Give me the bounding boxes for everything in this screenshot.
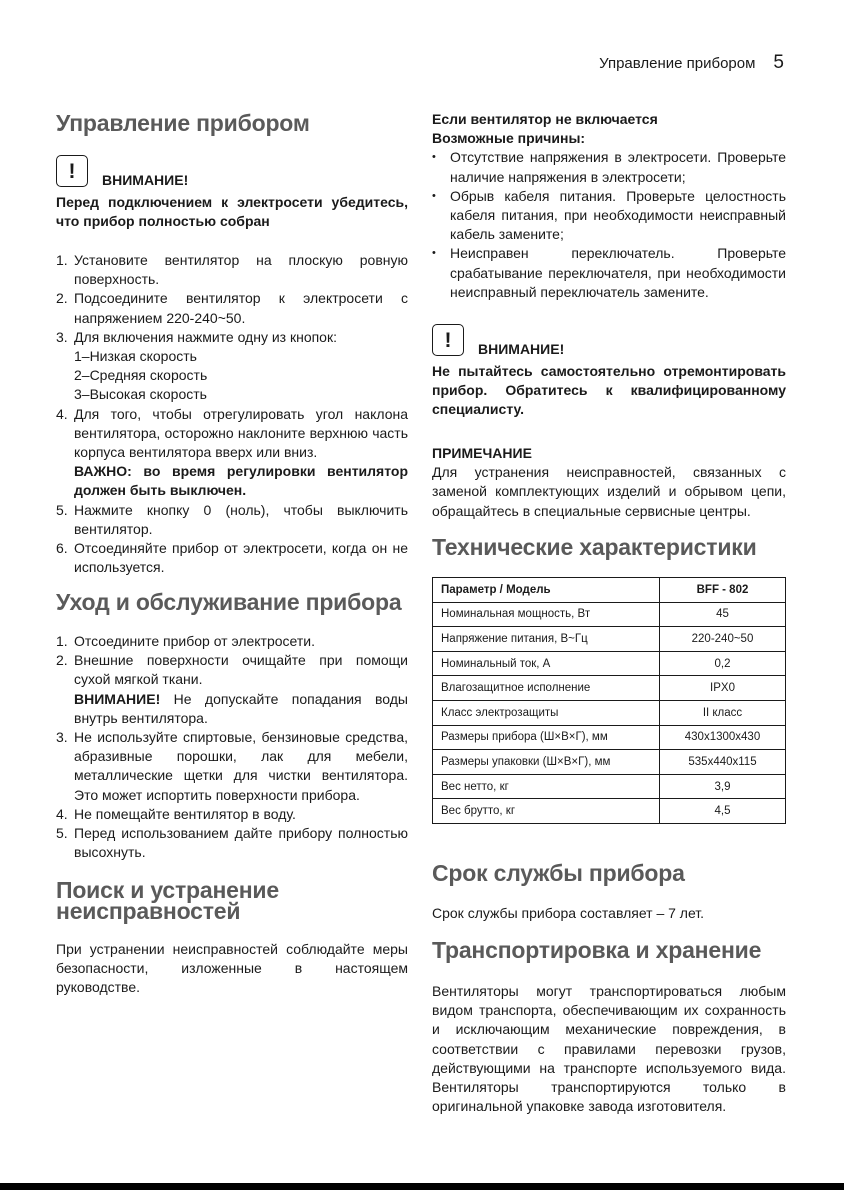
repair-warning	[432, 324, 786, 420]
note-text: Для устранения неисправностей, связанных с заменой комплектующих изделий и обрывом цепи, обращайтесь в специальные сервисные центры.	[432, 464, 786, 519]
footer-rule	[0, 1183, 844, 1190]
speed-option: 3–Высокая скорость	[74, 386, 207, 403]
list-item: 5. Перед использованием дайте прибору полностью высохнуть.	[56, 825, 408, 861]
not-working-title: Если вентилятор не включается	[432, 111, 658, 127]
care-warning-text: Не допускайте попадания воды внутрь вентилятора.	[74, 690, 408, 726]
table-row: Номинальный ток, А 0,2	[433, 651, 786, 676]
troubleshoot-text: При устранении неисправностей соблюдайте меры безопасности, изложенные в настоящем руководстве.	[56, 941, 408, 996]
control-warning	[56, 155, 408, 231]
cause-item: • Отсутствие напряжения в электросети. Проверьте наличие напряжения в электросети;	[432, 148, 786, 186]
troubleshoot-section	[56, 877, 408, 924]
list-item: 1. Отсоедините прибор от электросети.	[56, 633, 315, 649]
lifetime-text-block	[432, 904, 786, 923]
warning-text: Перед подключением к электросети убедитесь, что прибор полностью собран	[56, 194, 408, 230]
list-item: 6. Отсоединяйте прибор от электросети, когда он не используется.	[56, 540, 408, 576]
care-heading: Уход и обслуживание прибора	[56, 589, 402, 615]
table-row: Вес брутто, кг 4,5	[433, 799, 786, 824]
list-item: 2. Внешние поверхности очищайте при помощи сухой мягкой ткани. ВНИМАНИЕ! Не допускайте попадания воды внутрь вентилятора.	[56, 652, 408, 726]
list-item: 4. Для того, чтобы отрегулировать угол наклона вентилятора, осторожно наклоните верхнюю часть корпуса вентилятора вверх или вниз. ВАЖНО: во время регулировки вентилятор должен быть выключен.	[56, 405, 408, 501]
specs-table-wrap	[432, 577, 786, 824]
warning-icon: !	[56, 155, 88, 187]
transport-text: Вентиляторы могут транспортироваться любым видом транспорта, обеспечивающим их сохранность и исключающим механические повреждения, в соответствии с правилами перевозки грузов, действующими на транспорте используемого вида. Вентиляторы транспортируются только в оригинальной упаковке завода изготовителя.	[432, 983, 786, 1115]
list-item: 3. Для включения нажмите одну из кнопок: 1–Низкая скорость 2–Средняя скорость 3–Высокая скорость	[56, 328, 408, 405]
running-header	[599, 52, 784, 74]
lifetime-heading: Срок службы прибора	[432, 860, 685, 886]
warning-title: ВНИМАНИЕ!	[478, 341, 565, 357]
warning-title: ВНИМАНИЕ!	[102, 172, 189, 188]
table-row: Влагозащитное исполнение IPX0	[433, 676, 786, 701]
list-item: 2. Подсоедините вентилятор к электросети с напряжением 220-240~50.	[56, 290, 408, 326]
list-item: 5. Нажмите кнопку 0 (ноль), чтобы выключить вентилятор.	[56, 501, 408, 537]
lifetime-text: Срок службы прибора составляет – 7 лет.	[432, 905, 705, 921]
table-row: Вес нетто, кг 3,9	[433, 774, 786, 799]
warning-text: Не пытайтесь самостоятельно отремонтировать прибор. Обратитесь к квалифицированному специалисту.	[432, 363, 786, 418]
important-note: ВАЖНО: во время регулировки вентилятор должен быть выключен.	[74, 463, 408, 499]
note-section	[432, 444, 786, 521]
list-item: 3. Не используйте спиртовые, бензиновые средства, абразивные порошки, лак для мебели, металлические щетки для чистки вентилятора. Это может испортить поверхности прибора.	[56, 729, 408, 803]
troubleshoot-heading-line2: неисправностей	[56, 898, 241, 924]
troubleshoot-heading-line1: Поиск и устранение	[56, 877, 279, 903]
speed-option: 1–Низкая скорость	[74, 348, 197, 365]
care-section	[56, 589, 408, 615]
note-title: ПРИМЕЧАНИЕ	[432, 445, 532, 461]
troubleshoot-text-block	[56, 940, 408, 998]
transport-heading: Транспортировка и хранение	[432, 937, 762, 963]
cause-item: • Неисправен переключатель. Проверьте срабатывание переключателя, при необходимости неисправный переключатель замените.	[432, 244, 786, 302]
transport-section	[432, 937, 786, 963]
specs-table	[432, 577, 786, 824]
running-header-section: Управление прибором	[599, 55, 756, 72]
table-row: Размеры прибора (Ш×В×Г), мм 430x1300x430	[433, 725, 786, 750]
list-item: 1. Установите вентилятор на плоскую ровную поверхность.	[56, 252, 408, 288]
page-number: 5	[773, 52, 784, 73]
lifetime-section	[432, 860, 786, 886]
speed-option: 2–Средняя скорость	[74, 367, 208, 384]
transport-text-block	[432, 982, 786, 1116]
cause-item: • Обрыв кабеля питания. Проверьте целостность кабеля питания, при необходимости неисправный кабель замените;	[432, 187, 786, 245]
control-steps	[56, 251, 408, 577]
warning-icon: !	[432, 324, 464, 356]
table-row: Размеры упаковки (Ш×В×Г), мм 535x440x115	[433, 750, 786, 775]
list-item: 4. Не помещайте вентилятор в воду.	[56, 805, 296, 822]
specs-section	[432, 534, 786, 560]
specs-heading: Технические характеристики	[432, 534, 757, 560]
care-warning-label: ВНИМАНИЕ!	[74, 690, 161, 707]
table-header-row: Параметр / Модель BFF - 802	[433, 578, 786, 603]
table-row: Номинальная мощность, Вт 45	[433, 602, 786, 627]
not-working-subtitle: Возможные причины:	[432, 130, 586, 147]
table-row: Класс электрозащиты II класс	[433, 700, 786, 725]
care-steps	[56, 632, 408, 862]
not-working-section	[432, 110, 786, 302]
control-heading: Управление прибором	[56, 110, 310, 136]
table-row: Напряжение питания, В~Гц 220-240~50	[433, 627, 786, 652]
control-section	[56, 110, 408, 136]
